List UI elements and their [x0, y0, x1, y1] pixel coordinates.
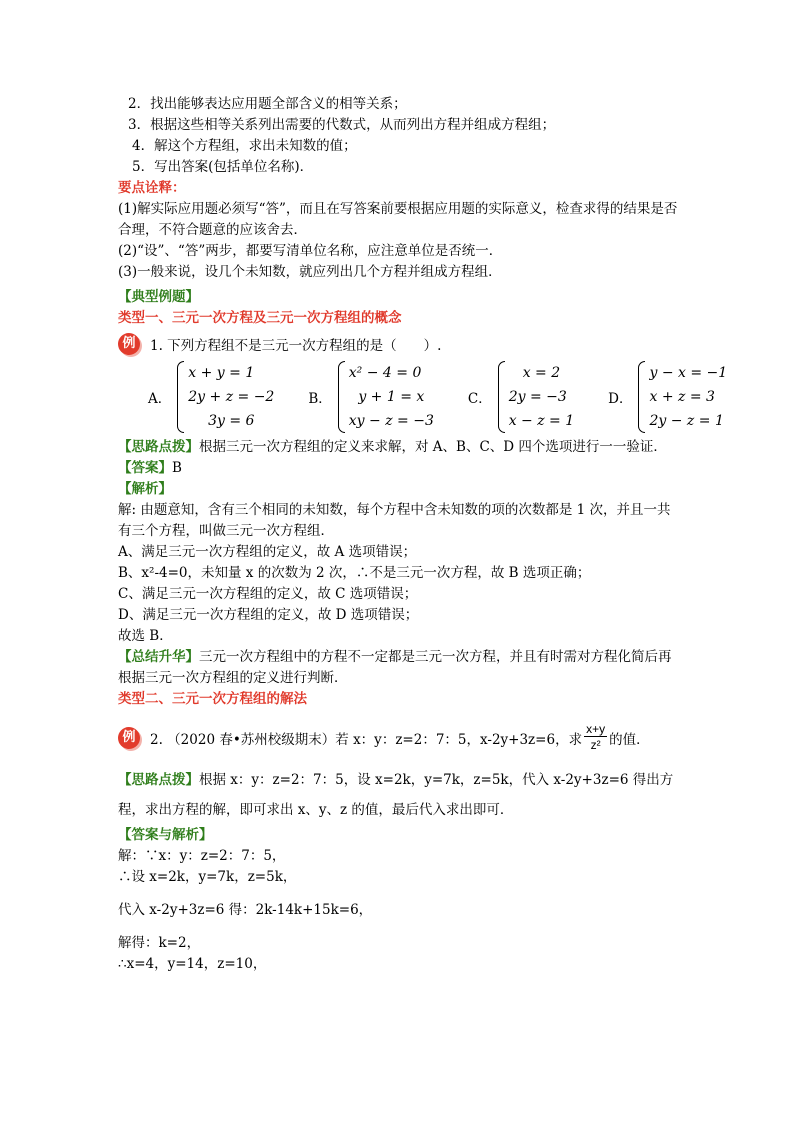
brace-icon: [498, 361, 505, 433]
option-b-label: B．: [308, 391, 332, 407]
equation-system-c: [498, 361, 574, 433]
example-badge: 例: [118, 333, 140, 355]
brace-icon: [338, 361, 345, 433]
option-a-label: A．: [148, 391, 172, 407]
solution-line: 代入 x-2y+3z=6 得：2k-14k+15k=6，: [118, 902, 373, 918]
q1-answer: [118, 458, 678, 479]
equation: y − x = −1: [649, 365, 728, 381]
question-1: [118, 333, 678, 355]
question-1-text: 1. 下列方程组不是三元一次方程组的是（ ）.: [150, 338, 442, 354]
note-1: (1)解实际应用题必须写“答”，而且在写答案前要根据应用题的实际意义，检查求得的结果是否合理，不符合题意的应该舍去．: [118, 201, 678, 238]
note-3: (3)一般来说，设几个未知数，就应列出几个方程并组成方程组．: [118, 264, 502, 280]
analysis-line: 解: 由题意知，含有三个相同的未知数，每个方程中含未知数的项的次数都是 1 次，并且一共有三个方程，叫做三元一次方程组．: [118, 502, 671, 539]
type2-title: 类型二、三元一次方程组的解法: [118, 691, 307, 707]
steps-list: [118, 94, 678, 178]
analysis-line: 故选 B．: [118, 628, 173, 644]
question-2-text: 2. （2020 春•苏州校级期末）若 x：y：z=2：7：5，x-2y+3z=6，求: [150, 731, 583, 748]
option-c: [468, 361, 574, 433]
summary-label: 【总结升华】: [118, 649, 199, 665]
analysis-line: D、满足三元一次方程组的定义，故 D 选项错误；: [118, 607, 419, 623]
solution-line: ∴x=4，y=14，z=10，: [118, 956, 267, 972]
solution-line: ∴设 x=2k，y=7k，z=5k，: [118, 869, 297, 885]
option-b: [308, 361, 434, 433]
equation: x² − 4 = 0: [348, 365, 422, 381]
question-2: [118, 722, 678, 753]
option-d-label: D．: [608, 391, 633, 407]
hint-label: 【思路点拨】: [118, 439, 199, 455]
equation: 2y − z = 1: [649, 413, 724, 429]
hint-text: 根据三元一次方程组的定义来求解，对 A、B、C、D 四个选项进行一一验证．: [199, 439, 667, 455]
equation: xy − z = −3: [348, 413, 434, 429]
equation: x = 2: [522, 365, 561, 381]
equation: x + z = 3: [649, 389, 715, 405]
equation: 3y = 6: [208, 413, 255, 429]
analysis-line: A、满足三元一次方程组的定义，故 A 选项错误；: [118, 544, 417, 560]
answer-analysis-label: 【答案与解析】: [118, 827, 213, 843]
key-points-title: 要点诠释：: [118, 180, 186, 196]
typical-examples-title: 【典型例题】: [118, 289, 199, 305]
solution-line: 解：∵x：y：z=2：7：5，: [118, 848, 286, 864]
step-3: 3．根据这些相等关系列出需要的代数式，从而列出方程并组成方程组；: [128, 117, 556, 133]
hint-text: 根据 x：y：z=2：7：5，设 x=2k，y=7k，z=5k，代入 x-2y+3z=6 得出方程，求出方程的解，即可求出 x、y、z 的值，最后代入求出即可．: [118, 772, 674, 818]
question-1-options: [148, 361, 728, 433]
step-2: 2．找出能够表达应用题全部含义的相等关系；: [128, 96, 407, 112]
hint-label: 【思路点拨】: [118, 772, 199, 788]
q1-hint: [118, 437, 678, 458]
brace-icon: [638, 361, 645, 433]
analysis-label: 【解析】: [118, 481, 172, 497]
solution-line: 解得：k=2，: [118, 935, 201, 951]
document-page: [118, 94, 728, 975]
analysis-line: C、满足三元一次方程组的定义，故 C 选项错误；: [118, 586, 418, 602]
step-5: 5．写出答案(包括单位名称)．: [132, 159, 314, 175]
summary-text: 三元一次方程组中的方程不一定都是三元一次方程，并且有时需对方程化简后再根据三元一次方程组的定义进行判断．: [118, 649, 672, 686]
question-2-text-end: 的值．: [609, 731, 650, 748]
equation: x − z = 1: [508, 413, 575, 429]
equation: x + y = 1: [188, 365, 255, 381]
fraction: [584, 722, 607, 753]
equation-system-b: [338, 361, 434, 433]
q1-summary: [118, 647, 678, 689]
brace-icon: [177, 361, 184, 433]
answer-text: B: [172, 460, 182, 476]
equation: y + 1 = x: [358, 389, 425, 405]
fraction-denominator: z²: [590, 738, 601, 752]
step-4: 4．解这个方程组，求出未知数的值；: [132, 138, 357, 154]
answer-label: 【答案】: [118, 460, 172, 476]
option-a: [148, 361, 274, 433]
equation: 2y + z = −2: [188, 389, 275, 405]
option-c-label: C．: [467, 391, 492, 407]
option-d: [608, 361, 727, 433]
q2-hint: [118, 765, 678, 825]
equation-system-d: [638, 361, 727, 433]
note-2: (2)“设”、“答”两步，都要写清单位名称，应注意单位是否统一．: [118, 243, 503, 259]
analysis-line: B、x²-4=0，未知量 x 的次数为 2 次，∴不是三元一次方程，故 B 选项正确；: [118, 565, 591, 581]
equation-system-a: [177, 361, 274, 433]
example-badge: 例: [118, 727, 140, 749]
equation: 2y = −3: [508, 389, 567, 405]
type1-title: 类型一、三元一次方程及三元一次方程组的概念: [118, 310, 402, 326]
fraction-numerator: x+y: [586, 722, 606, 736]
